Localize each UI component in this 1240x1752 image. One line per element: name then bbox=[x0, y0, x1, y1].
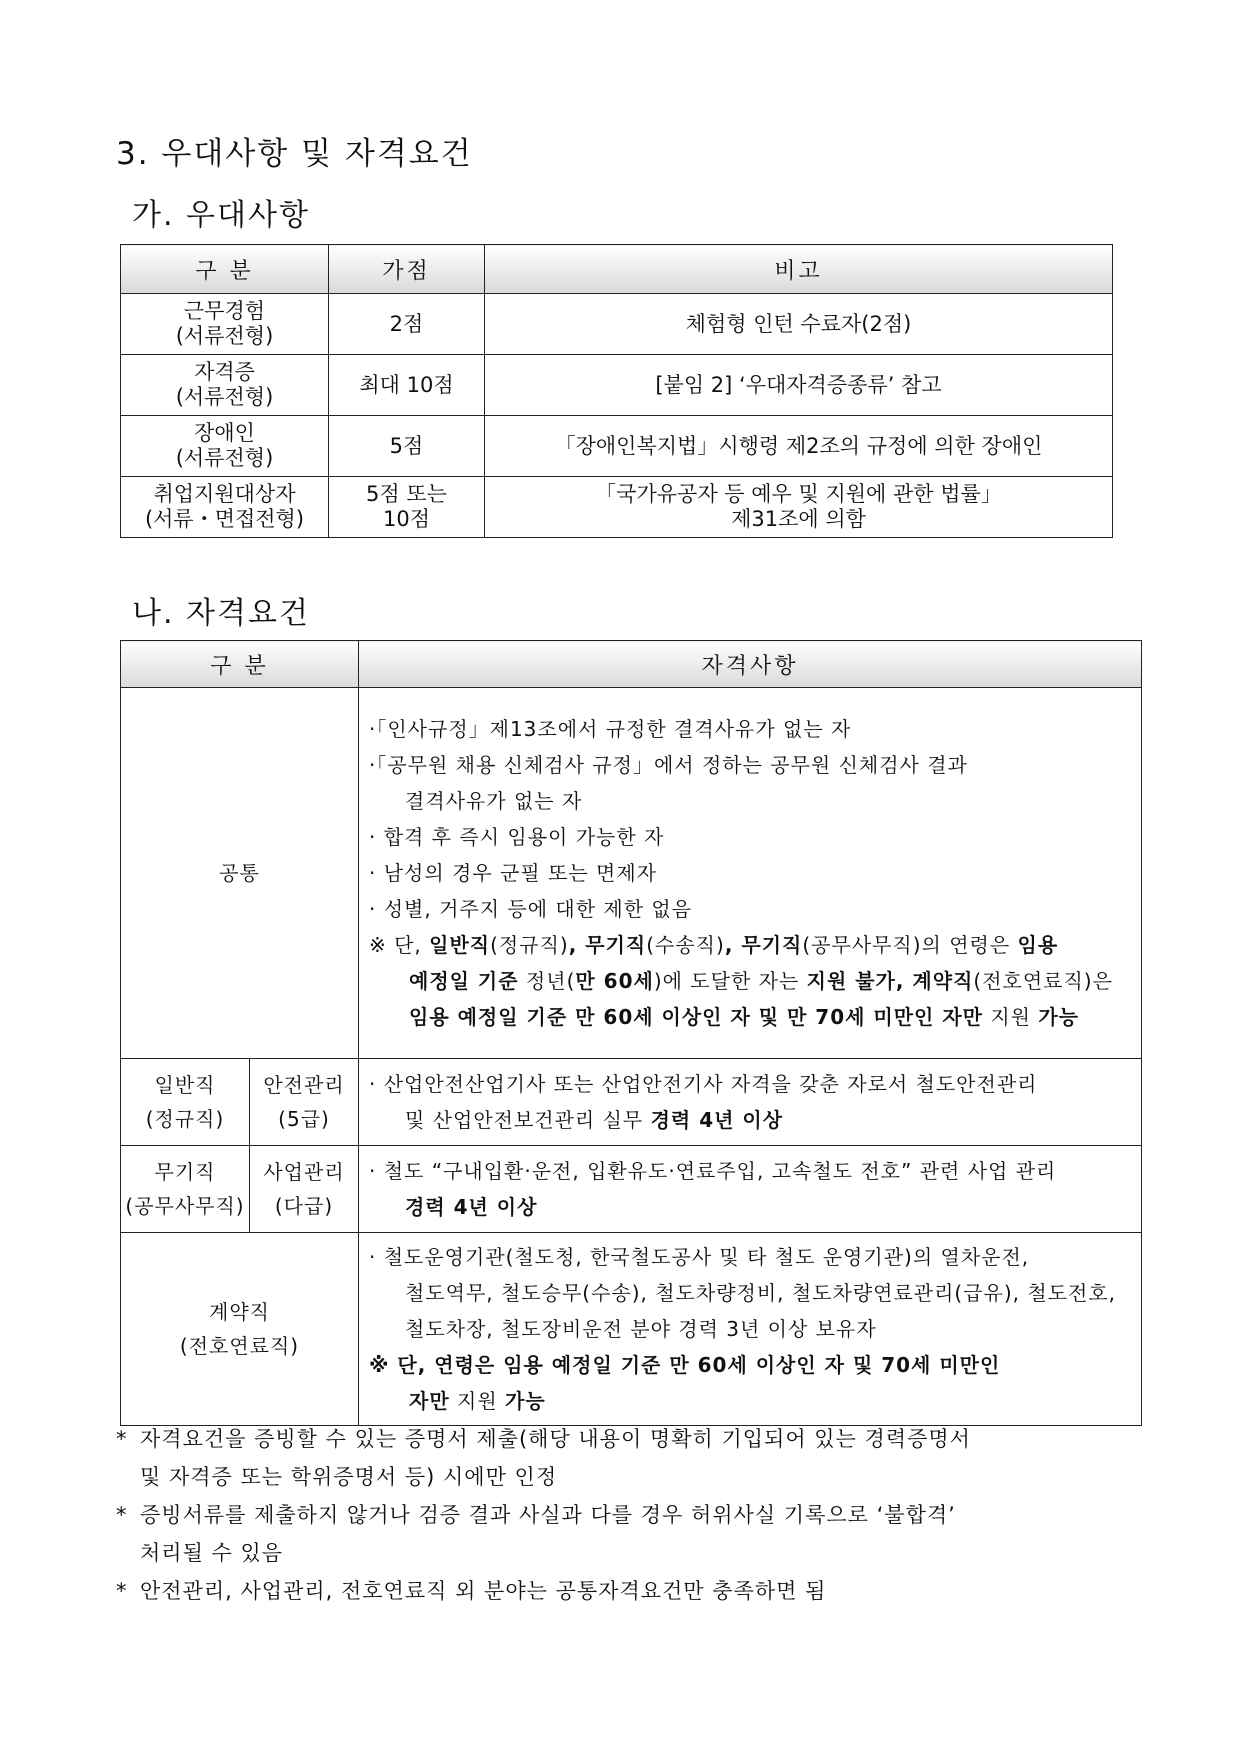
requirement-item: · 철도 “구내입환·운전, 입환유도·연료주입, 고속철도 전호” 관련 사업 관리 bbox=[369, 1159, 1057, 1183]
asterisk: * bbox=[116, 1579, 128, 1603]
category-indefinite bbox=[121, 1146, 250, 1233]
note-bold: , 무기직 bbox=[568, 933, 647, 957]
general-requirements bbox=[359, 1059, 1142, 1146]
note-bold: 경력 4년 이상 bbox=[650, 1108, 784, 1132]
table-row-contract bbox=[121, 1233, 1142, 1426]
note-bold: 가능 bbox=[1038, 1005, 1079, 1029]
points-value-2: 10점 bbox=[382, 507, 430, 531]
subcategory-grade: (5급) bbox=[278, 1107, 330, 1131]
requirement-item-cont: 철도역무, 철도승무(수송), 철도차량정비, 철도차량연료관리(급유), 철도전호, bbox=[405, 1281, 1117, 1305]
category-contract bbox=[121, 1233, 359, 1426]
note-text: 정년( bbox=[518, 969, 576, 993]
note-text: (공무사무직)의 연령은 bbox=[802, 933, 1018, 957]
table-row bbox=[121, 477, 1113, 538]
footnote bbox=[116, 1420, 1116, 1496]
asterisk: * bbox=[116, 1503, 128, 1527]
table-row bbox=[121, 355, 1113, 416]
table-row-common bbox=[121, 688, 1142, 1059]
note-text: (전호연료직)은 bbox=[973, 969, 1113, 993]
category-sub: (서류전형) bbox=[175, 446, 274, 470]
table-header-row bbox=[121, 641, 1142, 688]
points-value: 최대 10점 bbox=[359, 372, 454, 397]
requirement-item: 결격사유가 없는 자 bbox=[405, 789, 583, 813]
category-label: 장애인 bbox=[194, 421, 255, 445]
note-bold: , 무기직 bbox=[724, 933, 803, 957]
note-text: ※ 단, bbox=[369, 933, 430, 957]
header-category: 구 분 bbox=[121, 245, 329, 294]
points-value: 5점 또는 bbox=[366, 482, 447, 506]
requirement-item: ·「인사규정」제13조에서 규정한 결격사유가 없는 자 bbox=[369, 717, 852, 741]
category-label: 계약직 bbox=[209, 1300, 270, 1324]
category-general bbox=[121, 1059, 250, 1146]
requirement-item: · 합격 후 즉시 임용이 가능한 자 bbox=[369, 825, 665, 849]
note-text: (정규직) bbox=[490, 933, 569, 957]
category-sub: (서류전형) bbox=[175, 324, 274, 348]
requirement-item: · 성별, 거주지 등에 대한 제한 없음 bbox=[369, 897, 693, 921]
age-note-cont bbox=[369, 963, 1137, 999]
category-label: 취업지원대상자 bbox=[153, 482, 296, 506]
requirement-item: ·「공무원 채용 신체검사 규정」에서 정하는 공무원 신체검사 결과 bbox=[369, 753, 968, 777]
footnote-text: 증빙서류를 제출하지 않거나 검증 결과 사실과 다를 경우 허위사실 기록으로 ‘불합격’ bbox=[140, 1503, 956, 1527]
remark-text: 「국가유공자 등 예우 및 지원에 관한 법률」 bbox=[595, 482, 1002, 506]
note-bold: 자만 bbox=[409, 1389, 450, 1413]
note-text: (수송직) bbox=[646, 933, 725, 957]
remark-text: 체험형 인턴 수료자(2점) bbox=[685, 311, 912, 336]
note-bold: 예정일 기준 bbox=[409, 969, 519, 993]
footnote-text-cont: 및 자격증 또는 학위증명서 등) 시에만 인정 bbox=[140, 1465, 558, 1489]
category-sub: (정규직) bbox=[145, 1107, 225, 1131]
age-note-cont bbox=[369, 1383, 1137, 1419]
points-value: 5점 bbox=[389, 433, 424, 458]
note-bold: 임용 bbox=[1017, 933, 1059, 957]
preference-heading: 가. 우대사항 bbox=[132, 198, 310, 233]
header-qualifications: 자격사항 bbox=[359, 641, 1142, 688]
table-row bbox=[121, 294, 1113, 355]
note-bold: 지원 불가, 계약직 bbox=[806, 969, 974, 993]
requirement-item: · 산업안전산업기사 또는 산업안전기사 자격을 갖춘 자로서 철도안전관리 bbox=[369, 1072, 1038, 1096]
points-value: 2점 bbox=[389, 311, 424, 336]
qualification-heading: 나. 자격요건 bbox=[132, 596, 310, 631]
remark-text-2: 제31조에 의함 bbox=[731, 507, 866, 531]
footnote-text: 안전관리, 사업관리, 전호연료직 외 분야는 공통자격요건만 충족하면 됨 bbox=[140, 1579, 827, 1603]
category-sub: (서류・면접전형) bbox=[144, 507, 305, 531]
note-bold: 임용 예정일 기준 만 60세 이상인 자 및 만 70세 미만인 자만 bbox=[409, 1005, 983, 1029]
category-sub: (전호연료직) bbox=[179, 1334, 300, 1358]
footnotes bbox=[116, 1420, 1116, 1610]
category-label: 일반직 bbox=[154, 1073, 216, 1097]
contract-requirements bbox=[359, 1233, 1142, 1426]
subcategory-safety bbox=[250, 1059, 359, 1146]
age-note-cont bbox=[369, 999, 1137, 1035]
category-label: 무기직 bbox=[154, 1160, 216, 1184]
table-row-indefinite bbox=[121, 1146, 1142, 1233]
note-bold: 일반직 bbox=[429, 933, 491, 957]
footnote bbox=[116, 1496, 1116, 1572]
footnote-text-cont: 처리될 수 있음 bbox=[140, 1541, 284, 1565]
requirement-item: · 철도운영기관(철도청, 한국철도공사 및 타 철도 운영기관)의 열차운전, bbox=[369, 1245, 1030, 1269]
category-sub: (공무사무직) bbox=[125, 1194, 245, 1218]
category-label: 자격증 bbox=[194, 360, 255, 384]
preference-table bbox=[120, 244, 1113, 538]
category-label: 근무경험 bbox=[183, 299, 266, 323]
requirement-item-cont: 경력 4년 이상 bbox=[405, 1195, 538, 1219]
age-note bbox=[369, 927, 1137, 963]
requirement-item: · 남성의 경우 군필 또는 면제자 bbox=[369, 861, 657, 885]
table-row bbox=[121, 416, 1113, 477]
category-sub: (서류전형) bbox=[175, 385, 274, 409]
section-heading: 3. 우대사항 및 자격요건 bbox=[116, 136, 473, 172]
category-common: 공통 bbox=[121, 688, 359, 1059]
qualification-table bbox=[120, 640, 1142, 1426]
header-remarks: 비고 bbox=[485, 245, 1113, 294]
remark-text: [붙임 2] ‘우대자격증종류’ 참고 bbox=[655, 372, 942, 397]
header-category: 구 분 bbox=[121, 641, 359, 688]
subcategory-grade: (다급) bbox=[274, 1194, 334, 1218]
indefinite-requirements bbox=[359, 1146, 1142, 1233]
footnote bbox=[116, 1572, 1116, 1610]
subcategory-label: 안전관리 bbox=[263, 1073, 345, 1097]
table-row-general bbox=[121, 1059, 1142, 1146]
subcategory-label: 사업관리 bbox=[263, 1160, 345, 1184]
remark-text: 「장애인복지법」시행령 제2조의 규정에 의한 장애인 bbox=[554, 433, 1043, 458]
age-note: ※ 단, 연령은 임용 예정일 기준 만 60세 이상인 자 및 70세 미만인 bbox=[369, 1353, 1001, 1377]
subcategory-business bbox=[250, 1146, 359, 1233]
note-bold: 가능 bbox=[505, 1389, 546, 1413]
note-bold: 만 60세 bbox=[575, 969, 654, 993]
asterisk: * bbox=[116, 1427, 128, 1451]
note-text: 지원 bbox=[982, 1005, 1039, 1029]
note-text: )에 도달한 자는 bbox=[653, 969, 807, 993]
common-requirements bbox=[359, 688, 1142, 1059]
note-text: 지원 bbox=[449, 1389, 505, 1413]
header-points: 가점 bbox=[329, 245, 485, 294]
note-text: 및 산업안전보건관리 실무 bbox=[405, 1108, 651, 1132]
footnote-text: 자격요건을 증빙할 수 있는 증명서 제출(해당 내용이 명확히 기입되어 있는 경력증명서 bbox=[140, 1427, 971, 1451]
table-header-row bbox=[121, 245, 1113, 294]
requirement-item-cont bbox=[369, 1102, 1137, 1138]
requirement-item-cont: 철도차장, 철도장비운전 분야 경력 3년 이상 보유자 bbox=[405, 1317, 877, 1341]
